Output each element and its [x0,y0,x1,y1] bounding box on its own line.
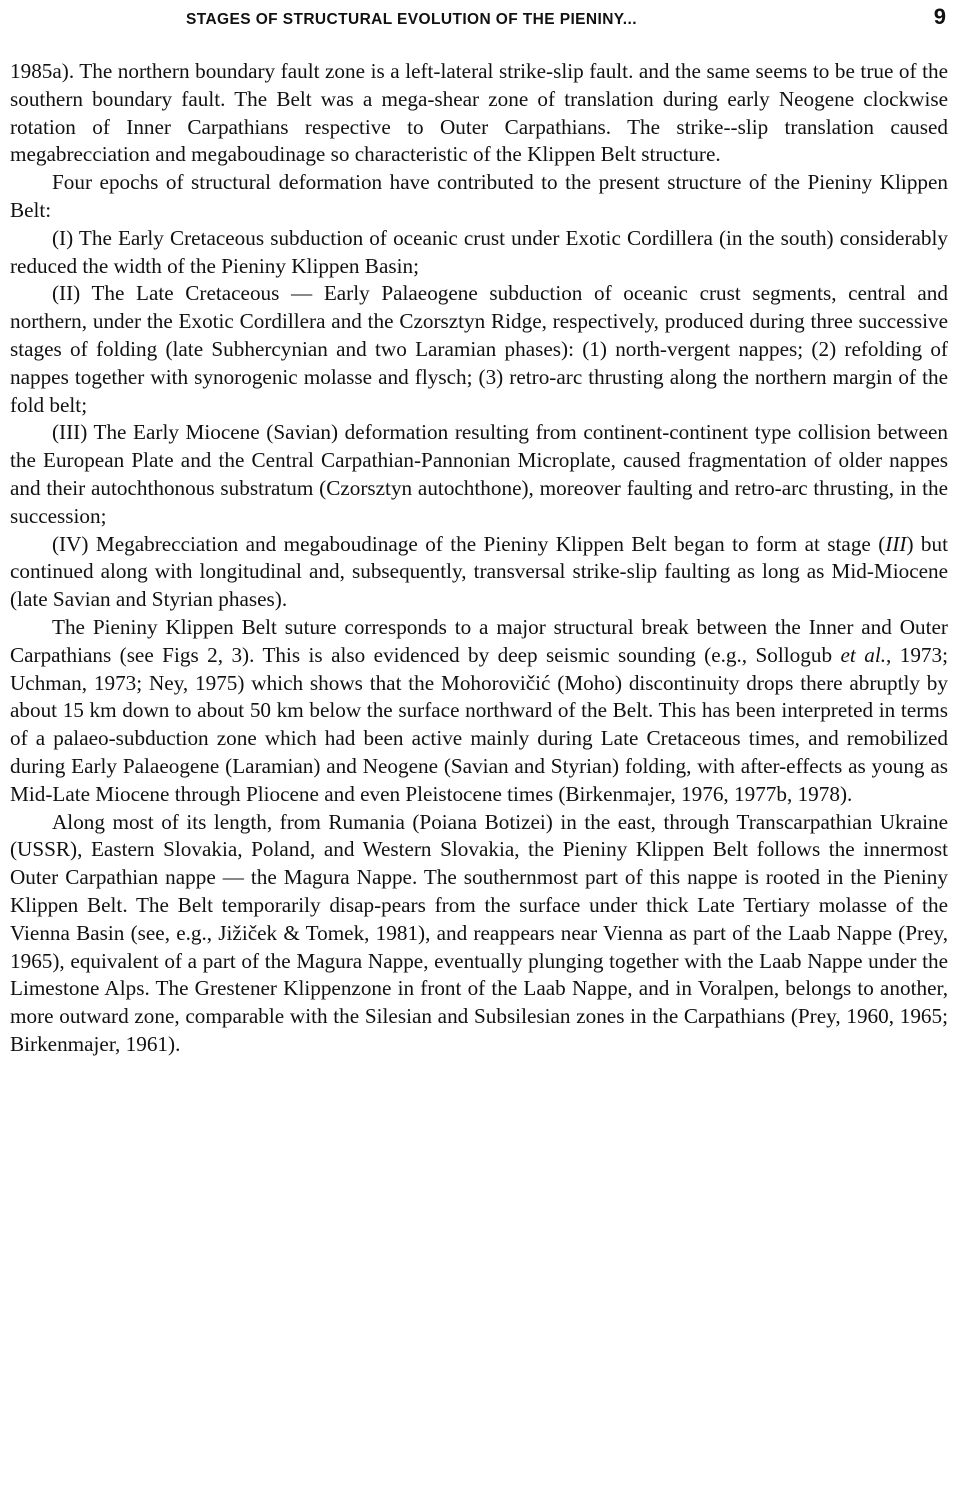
text-run: The Pieniny Klippen Belt suture corresponds to a major structural break between the Inner and Outer Carpathians (see Figs 2, 3). This is also evidenced by deep seismic sounding (e.g., Sollogub [10,614,948,667]
text-run: , 1973; Uchman, 1973; Ney, 1975) which shows that the Mohorovičić (Moho) discontinuity drops there abruptly by about 15 km down to about 50 km below the surface northward of the Belt. This has been interpreted in terms of a palaeo-subduction zone which had been active mainly during Late Cretaceous times, and remobilized during Early Palaeogene (Laramian) and Neogene (Savian and Styrian) folding, with after-effects as young as Mid-Late Miocene through Pliocene and even Pleistocene times (Birkenmajer, 1976, 1977b, 1978). [10,642,949,806]
paragraph-intro: 1985a). The northern boundary fault zone is a left-lateral strike-slip fault. and the same seems to be true of the southern boundary fault. The Belt was a mega-shear zone of translation during early Neogene clockwise rotation of Inner Carpathians respective to Outer Carpathians. The strike--slip translation caused megabrecciation and megaboudinage so characteristic of the Klippen Belt structure. [10,59,948,167]
page-number: 9 [933,4,946,29]
running-head: STAGES OF STRUCTURAL EVOLUTION OF THE PIENINY... [186,11,637,28]
body-text [10,58,948,1059]
text-run: ) but continued along with longitudinal and, subsequently, transversal strike-slip faulting as long as Mid-Miocene (late Savian and Styrian phases). [10,531,948,612]
text-run: (IV) Megabrecciation and megaboudinage of the Pieniny Klippen Belt began to form at stage ( [52,531,886,556]
list-item-epoch-1: (I) The Early Cretaceous subduction of oceanic crust under Exotic Cordillera (in the south) considerably reduced the width of the Pieniny Klippen Basin; [10,225,948,278]
list-item-epoch-3: (III) The Early Miocene (Savian) deformation resulting from continent-continent type collision between the European Plate and the Central Carpathian-Pannonian Microplate, caused fragmentation of older nappes and their autochthonous substratum (Czorsztyn autochthone), moreover faulting and retro-arc thrusting, in the succession; [10,420,948,528]
paragraph-along-length: Along most of its length, from Rumania (Poiana Botizei) in the east, through Transcarpathian Ukraine (USSR), Eastern Slovakia, Poland, and Western Slovakia, the Pieniny Klippen Belt follows the innermost Outer Carpathian nappe — the Magura Nappe. The southernmost part of this nappe is rooted in the Pieniny Klippen Belt. The Belt temporarily disap-pears from the surface under thick Late Tertiary molasse of the Vienna Basin (see, e.g., Jižiček & Tomek, 1981), and reappears near Vienna as part of the Laab Nappe (Prey, 1965), equivalent of a part of the Magura Nappe, eventually plunging together with the Laab Nappe under the Limestone Alps. The Grestener Klippenzone in front of the Laab Nappe, and in Voralpen, belongs to another, more outward zone, comparable with the Silesian and Subsilesian zones in the Carpathians (Prey, 1960, 1965; Birkenmajer, 1961). [10,809,948,1056]
italic-stage-ref: III [885,531,907,556]
italic-et-al: et al. [840,642,887,667]
page-header [10,0,948,34]
paragraph-suture [10,614,948,809]
list-item-epoch-2: (II) The Late Cretaceous — Early Palaeogene subduction of oceanic crust segments, central and northern, under the Exotic Cordillera and the Czorsztyn Ridge, respectively, produced during three successive stages of folding (late Subhercynian and two Laramian phases): (1) north-vergent nappes; (2) refolding of nappes together with synorogenic molasse and flysch; (3) retro-arc thrusting along the northern margin of the fold belt; [10,281,948,417]
list-item-epoch-4 [10,531,948,614]
paragraph-four-epochs: Four epochs of structural deformation have contributed to the present structure of the Pieniny Klippen Belt: [10,170,948,222]
